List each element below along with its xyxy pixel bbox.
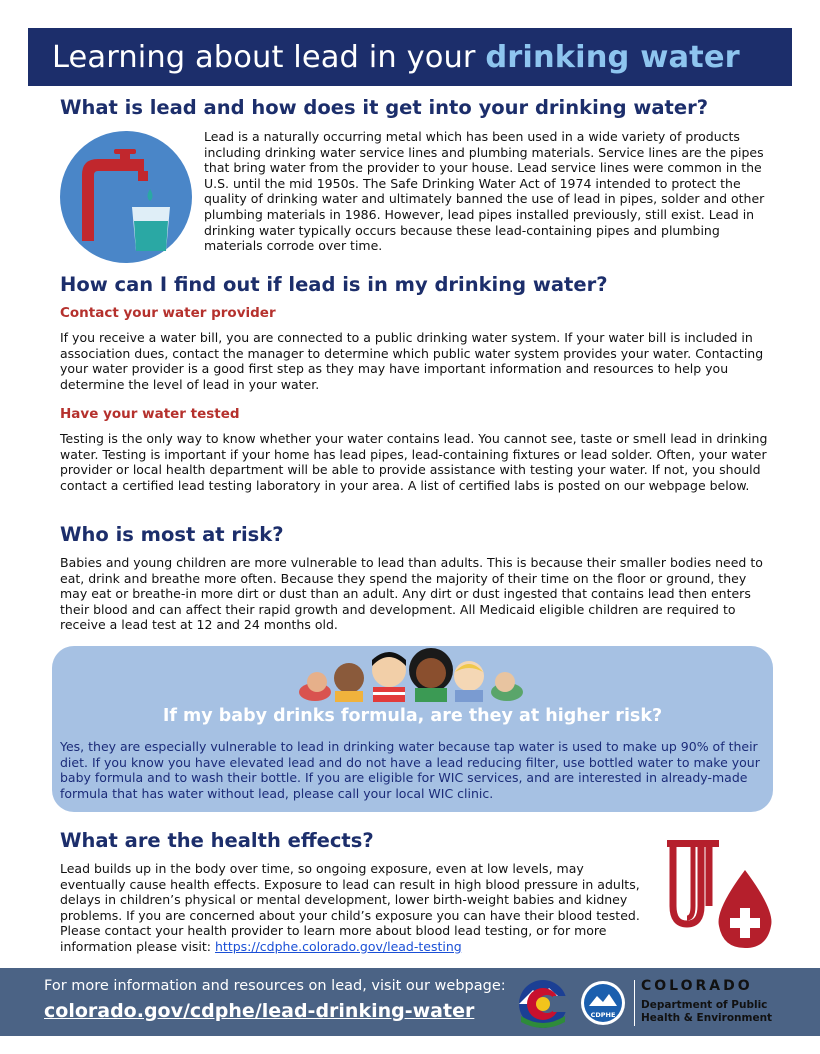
footer-webpage-link[interactable]: colorado.gov/cdphe/lead-drinking-water xyxy=(44,1000,475,1022)
org-name: COLORADO xyxy=(641,978,753,994)
dept-line-2: Health & Environment xyxy=(641,1011,773,1024)
formula-callout xyxy=(52,646,773,812)
title-prefix: Learning about lead in your xyxy=(52,39,486,75)
callout-body: Yes, they are especially vulnerable to lead in drinking water because tap water is used to make up 90% of their diet. If you know you have elevated lead and do not have a lead reducing filter, use bottled water to make your baby formula and to wash their bottle. If you are eligible for WIC services, and are interested in already-made formula that has water without lead, please call your local WIC clinic. xyxy=(60,739,760,801)
at-risk-body: Babies and young children are more vulnerable to lead than adults. This is because their smaller bodies need to eat, drink and breathe more often. Because they spend the majority of their time on the floor or ground, they may eat or breathe-in more dirt or dust than an adult. Any dirt or dust ingested that contains lead then enters their blood and can affect their rapid growth and development. All Medicaid eligible children are required to receive a lead test at 12 and 24 months old. xyxy=(60,555,763,633)
section1-body: Lead is a naturally occurring metal which has been used in a wide variety of products including drinking water service lines and plumbing materials. Service lines are the pipes that bring water from the provider to your house. Lead service lines were common in the U.S. until the mid 1950s. The Safe Drinking Water Act of 1974 intended to protect the quality of drinking water and ultimately banned the use of lead in pipes, solder and other plumbing materials in 1986. However, lead pipes installed previously, still exist. Lead in drinking water typically occurs because these lead-containing pipes and plumbing materials corrode over time. xyxy=(204,129,765,254)
cdphe-badge-text: CDPHE xyxy=(590,1011,616,1019)
blood-test-tube-icon xyxy=(665,840,777,952)
subhead-contact-provider: Contact your water provider xyxy=(60,305,276,321)
health-effects-body xyxy=(60,861,644,955)
footer-divider xyxy=(634,980,635,1026)
water-tested-body: Testing is the only way to know whether your water contains lead. You cannot see, taste or smell lead in drinking water. Testing is important if your home has lead pipes, lead-containing fixtures or lead solder. Often, your water provider or local health department will be able to provide assistance with testing your water. If not, you should contact a certified lead testing laboratory in your area. A list of certified labs is posted on our webpage below. xyxy=(60,431,768,493)
subhead-water-tested: Have your water tested xyxy=(60,406,240,422)
contact-provider-body: If you receive a water bill, you are connected to a public drinking water system. If your water bill is included in association dues, contact the manager to determine which public water system provides your water. Contacting your water provider is a good first step as they may have important information and resources to help you determine the level of lead in your water. xyxy=(60,330,764,392)
footer-bar xyxy=(0,968,820,1036)
section-title-at-risk: Who is most at risk? xyxy=(60,523,284,546)
section-title-what-is-lead: What is lead and how does it get into your drinking water? xyxy=(60,96,709,119)
colorado-logo-icon xyxy=(517,976,633,1030)
section-title-health-effects: What are the health effects? xyxy=(60,829,374,852)
lead-testing-link[interactable]: https://cdphe.colorado.gov/lead-testing xyxy=(215,938,462,954)
health-effects-text: Lead builds up in the body over time, so ongoing exposure, even at low levels, may eventually cause health effects. Exposure to lead can result in high blood pressure in adults, delays in children’s physical or mental development, lower birth-weight babies and kidney problems. If you are concerned about your child’s exposure you can have their blood tested. Please contact your health provider to learn more about blood lead testing, or for more information please visit: xyxy=(60,861,640,954)
title-banner xyxy=(28,28,792,86)
children-group-icon xyxy=(297,646,527,702)
section-title-find-out: How can I find out if lead is in my drinking water? xyxy=(60,273,608,296)
faucet-glass-icon xyxy=(60,131,192,263)
footer-info-text: For more information and resources on lead, visit our webpage: xyxy=(44,978,506,994)
dept-name xyxy=(641,999,772,1024)
page-title xyxy=(52,40,740,75)
dept-line-1: Department of Public xyxy=(641,999,768,1011)
title-highlight: drinking water xyxy=(485,39,740,75)
callout-title: If my baby drinks formula, are they at higher risk? xyxy=(162,706,663,726)
